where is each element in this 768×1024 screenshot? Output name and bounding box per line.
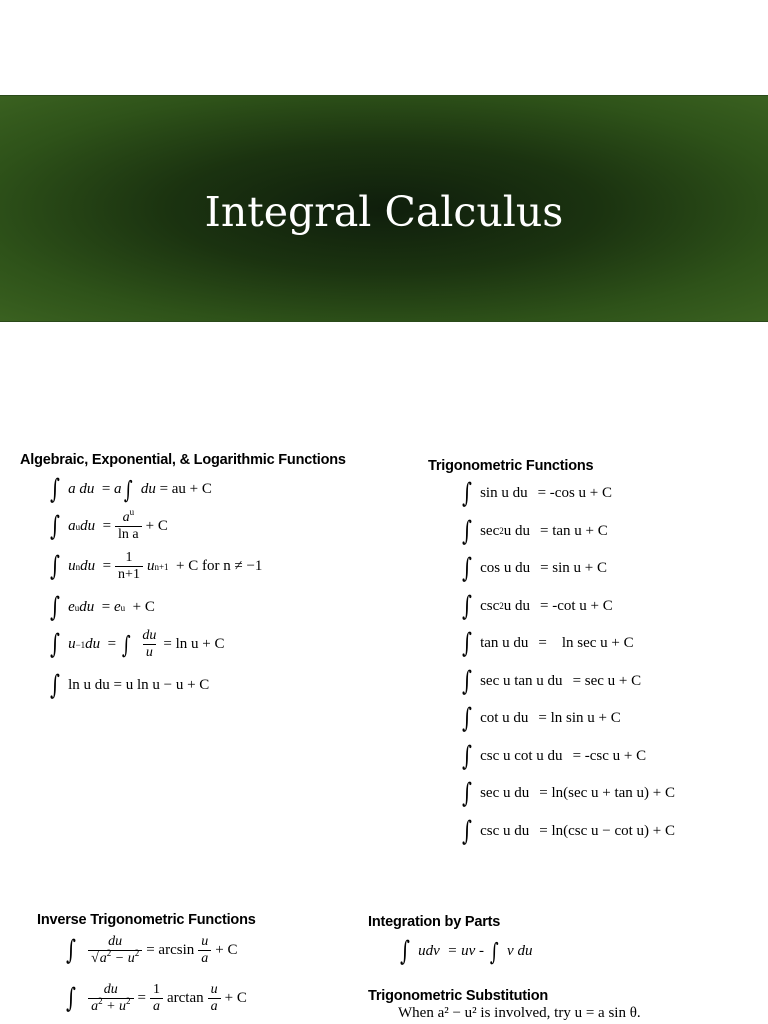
formula-exponential-a: ∫ a u du = $\frac{a^u}{\text{ln a}}$ + C (50, 507, 168, 543)
formula-arctan: ∫ $\frac{du}{a^2 + u^2}$ = $\frac{1}{a}$ arctan $\frac{u}{a}$ + C (66, 982, 247, 1015)
trig-formula-1: ∫ sin u du = -cos u + C (462, 478, 613, 509)
trig-formula-4: ∫ csc 2 u du = -cot u + C (462, 590, 613, 622)
parts-heading: Integration by Parts (368, 914, 501, 930)
trig-heading: Trigonometric Functions (428, 458, 594, 474)
formula-parts: ∫ udv = uv - ∫ v du (400, 936, 533, 967)
trig-formula-2: ∫ sec 2 u du = tan u + C (462, 515, 608, 547)
formula-power: ∫ u n du = $\frac{1}{n+1}$ u n+1 + C for n ≠ −1 (50, 550, 263, 583)
substitution-text: When a² − u² is involved, try u = a sin θ. (398, 1005, 641, 1021)
formula-exponential-e: ∫ e u du = e u + C (50, 592, 155, 623)
trig-formula-10: ∫ csc u du = ln(csc u − cot u) + C (462, 815, 676, 847)
algebraic-heading: Algebraic, Exponential, & Logarithmic Functions (20, 452, 346, 468)
trig-formula-9: ∫ sec u du = ln(sec u + tan u) + C (462, 778, 676, 809)
trig-formula-5: ∫ tan u du = ln sec u + C (462, 628, 634, 659)
substitution-heading: Trigonometric Substitution (368, 988, 549, 1004)
trig-formula-7: ∫ cot u du = ln sin u + C (462, 703, 621, 734)
trig-formula-8: ∫ csc u cot u du = -csc u + C (462, 740, 647, 772)
inverse-heading: Inverse Trigonometric Functions (37, 912, 256, 928)
formula-reciprocal: ∫ u −1 du = ∫ $\frac{du}{u}$ = ln u + C (50, 628, 225, 661)
formula-arcsin: ∫ $\frac{du}{√a^2 - u^2}$ = arcsin $\frac{u}{a}$ + C (66, 934, 238, 967)
trig-formula-3: ∫ cos u du = sin u + C (462, 553, 608, 584)
trig-formula-6: ∫ sec u tan u du = sec u + C (462, 665, 642, 697)
page-title: Integral Calculus (204, 188, 564, 236)
formula-constant: ∫ a du = a ∫ du = au + C (50, 474, 212, 505)
formula-log: ∫ ln u du = u ln u − u + C (50, 670, 210, 701)
